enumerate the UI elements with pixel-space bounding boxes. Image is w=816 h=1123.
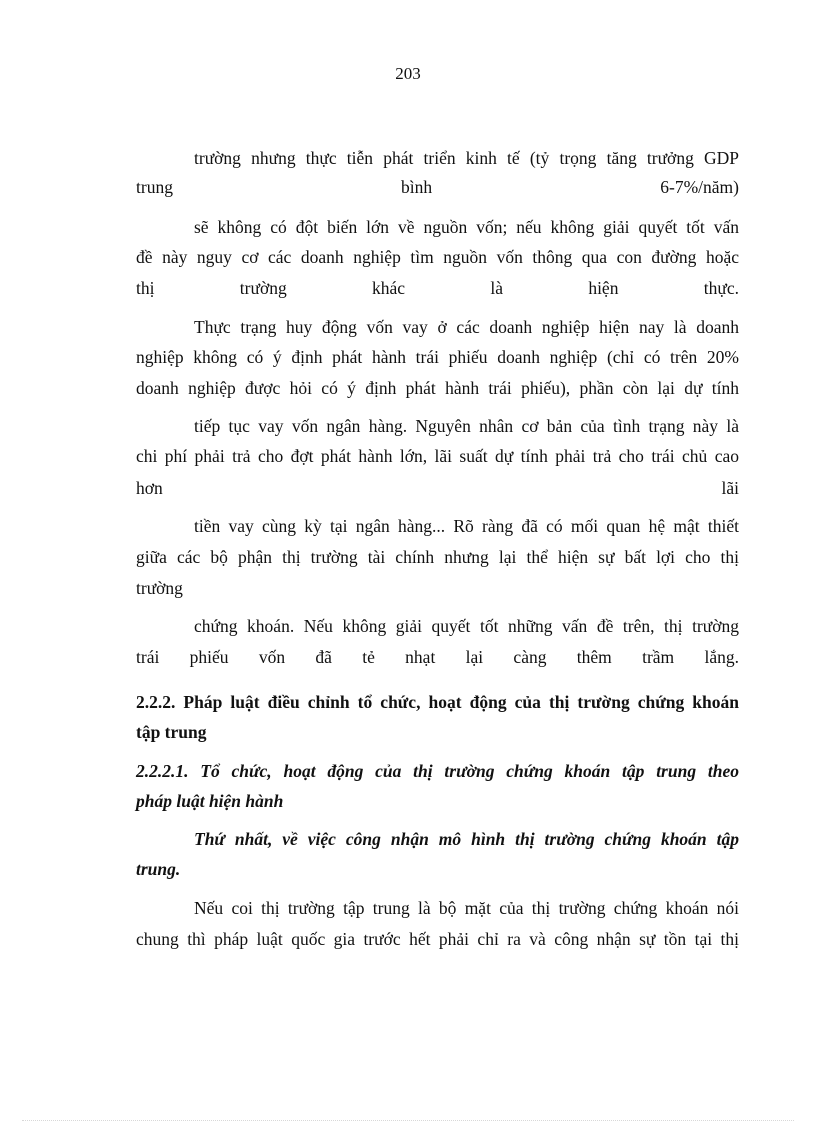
emphasis-heading: Thứ nhất, về việc công nhận mô hình thị trường chứng khoán tập bbox=[194, 829, 739, 849]
paragraph-line: tiếp tục vay vốn ngân hàng. Nguyên nhân cơ bản của tình trạng này là bbox=[194, 416, 739, 436]
paragraph-line: Thực trạng huy động vốn vay ở các doanh nghiệp hiện nay là doanh bbox=[194, 317, 739, 337]
paragraph-line: trường nhưng thực tiễn phát triển kinh tế (tỷ trọng tăng trưởng GDP bbox=[194, 148, 739, 168]
paragraph-line: trung bình 6-7%/năm) bbox=[136, 177, 739, 197]
paragraph-line: chi phí phải trả cho đợt phát hành lớn, lãi suất dự tính phải trả cho trái chủ cao bbox=[136, 446, 739, 466]
paragraph-line: chung thì pháp luật quốc gia trước hết phải chỉ ra và công nhận sự tồn tại thị bbox=[136, 929, 739, 949]
paragraph-line: chứng khoán. Nếu không giải quyết tốt những vấn đề trên, thị trường bbox=[194, 616, 739, 636]
paragraph-line: doanh nghiệp được hỏi có ý định phát hành trái phiếu), phần còn lại dự tính bbox=[136, 378, 739, 398]
section-heading: tập trung bbox=[136, 722, 207, 742]
paragraph-line: giữa các bộ phận thị trường tài chính nhưng lại thể hiện sự bất lợi cho thị bbox=[136, 547, 739, 567]
paragraph-line: Nếu coi thị trường tập trung là bộ mặt của thị trường chứng khoán nói bbox=[194, 898, 739, 918]
paragraph-line: tiền vay cùng kỳ tại ngân hàng... Rõ ràng đã có mối quan hệ mật thiết bbox=[194, 516, 739, 536]
paragraph-line: trái phiếu vốn đã tẻ nhạt lại càng thêm trầm lắng. bbox=[136, 647, 739, 667]
page-number: 203 bbox=[395, 64, 421, 83]
paragraph-line: sẽ không có đột biến lớn về nguồn vốn; nếu không giải quyết tốt vấn bbox=[194, 217, 739, 237]
subsection-heading: pháp luật hiện hành bbox=[136, 791, 284, 811]
emphasis-heading: trung. bbox=[136, 859, 181, 879]
paragraph-line: đề này nguy cơ các doanh nghiệp tìm nguồn vốn thông qua con đường hoặc bbox=[136, 247, 739, 267]
paragraph-line: trường bbox=[136, 578, 183, 598]
paragraph-line: thị trường khác là hiện thực. bbox=[136, 278, 739, 298]
paragraph-line: nghiệp không có ý định phát hành trái phiếu doanh nghiệp (chỉ có trên 20% bbox=[136, 347, 739, 367]
paragraph-line: hơn lãi bbox=[136, 478, 739, 498]
bottom-divider bbox=[22, 1120, 794, 1121]
section-heading: 2.2.2. Pháp luật điều chỉnh tổ chức, hoạt động của thị trường chứng khoán bbox=[136, 692, 739, 712]
subsection-heading: 2.2.2.1. Tổ chức, hoạt động của thị trường chứng khoán tập trung theo bbox=[136, 761, 739, 781]
